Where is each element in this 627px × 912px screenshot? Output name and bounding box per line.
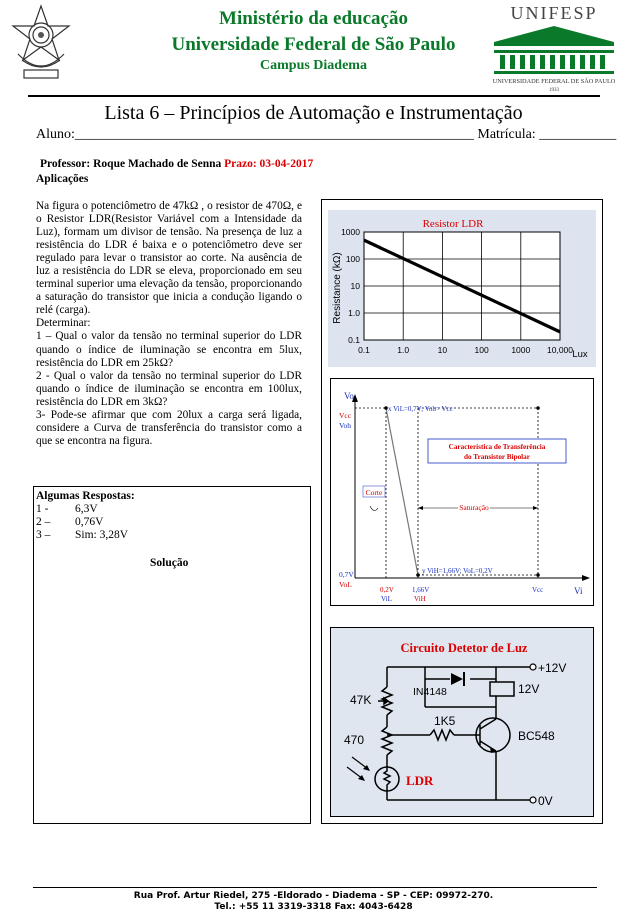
resistor-470-label: 470: [344, 733, 365, 747]
header-university: Universidade Federal de São Paulo: [171, 34, 456, 55]
07v-tick-label: 0,7V: [339, 570, 354, 579]
voh-tick-label: Voh: [339, 421, 351, 430]
ldr-x-tick-label: 0.1: [358, 345, 370, 355]
vcc-tick-label: Vcc: [339, 411, 352, 420]
ldr-chart-title: Resistor LDR: [422, 218, 484, 230]
header-ministry: Ministério da educação: [219, 8, 408, 29]
ldr-x-tick-label: 10,000: [547, 345, 573, 355]
transfer-title-line1: Característica de Transferência: [448, 443, 546, 451]
166v-tick-label: 1,66V: [412, 586, 430, 594]
determine-label: Determinar:: [36, 317, 91, 330]
vi-axis-label: Vi: [574, 586, 583, 596]
transistor-label: BC548: [518, 729, 555, 743]
ldr-y-axis-label: Resistance (kΩ): [332, 252, 343, 324]
ldr-x-tick-label: 1000: [511, 345, 531, 355]
question-1: 1 – Qual o valor da tensão no terminal superior do LDR quando o índice de iluminação se encontra em 5lux, resistência do LDR em 25kΩ?: [36, 330, 302, 369]
header-divider: [28, 95, 600, 97]
deadline: Prazo: 03-04-2017: [224, 158, 314, 170]
document-title: Lista 6 – Princípios de Automação e Instrumentação: [104, 102, 523, 124]
answer-value: Sim: 3,28V: [75, 529, 129, 541]
point-y-label: y ViH=1,66V; VoL=0,2V: [422, 567, 493, 575]
diode-label: IN4148: [413, 686, 447, 698]
problem-text: [36, 200, 302, 448]
relay-label: 12V: [518, 682, 540, 696]
answer-value: 0,76V: [75, 516, 104, 528]
question-3: 3- Pode-se afirmar que com 20lux a carga será ligada, considere a Curva de transferência do transistor como a que se encontra na figura.: [36, 408, 302, 447]
transfer-title-line2: do Transistor Bipolar: [464, 453, 530, 461]
vil-tick-label: ViL: [381, 595, 392, 603]
header-campus: Campus Diadema: [260, 58, 367, 73]
vplus-label: +12V: [538, 661, 567, 675]
pot-label: 47K: [350, 693, 372, 707]
02v-tick-label: 0,2V: [380, 586, 394, 594]
vol-tick-label: VoL: [339, 580, 352, 589]
student-field-line: Aluno:_________________________________________________________ Matrícula: ___________: [36, 127, 617, 142]
transfer-characteristic-chart: [330, 378, 594, 606]
professor-name: Professor: Roque Machado de Senna: [40, 158, 222, 170]
ldr-resistance-chart: [328, 210, 596, 367]
circuit-title: Circuito Detetor de Luz: [400, 641, 528, 655]
ldr-x-tick-label: 100: [474, 345, 489, 355]
answer-number: 2 –: [36, 516, 51, 528]
region-corte: Corte: [365, 488, 383, 497]
ldr-x-axis-label: Lux: [572, 349, 588, 360]
ldr-y-tick-label: 1000: [341, 227, 360, 237]
ldr-y-tick-label: 0.1: [348, 335, 360, 345]
light-detector-circuit: [330, 627, 594, 817]
footer-divider: [33, 887, 597, 888]
point-x-label: x ViL=0,7V; Voh= Vcc: [388, 405, 453, 413]
professor-line: [40, 158, 313, 170]
footer-address: Rua Prof. Artur Riedel, 275 -Eldorado - Diadema - SP - CEP: 09972-270.: [133, 891, 494, 901]
ldr-y-tick-label: 100: [345, 254, 360, 264]
region-saturacao: Saturação: [459, 503, 489, 512]
section-heading: Aplicações: [36, 173, 89, 185]
vih-tick-label: ViH: [414, 595, 426, 603]
unifesp-logo-subtitle: UNIVERSIDADE FEDERAL DE SÃO PAULO: [492, 78, 616, 85]
intro-paragraph: Na figura o potenciômetro de 47kΩ , o resistor de 470Ω, e o Resistor LDR(Resistor Variável com a Intensidade da Luz), formam um divisor de tensão. Na presença de luz a resistência do LDR é baixa e o potenciômetro deve ser regulado para levar o transistor ao corte. Na ausência de luz a resistência do LDR se eleva, proporcionado em seu terminal superior uma elevação da tensão, proporcionando a saturação do transistor que inicia a condução ligando o relé (carga).: [36, 200, 302, 317]
ldr-y-tick-label: 1.0: [348, 308, 360, 318]
ldr-label: LDR: [406, 773, 434, 788]
ground-label: 0V: [538, 794, 553, 808]
ldr-y-tick-label: 10: [350, 281, 360, 291]
footer-phone: Tel.: +55 11 3319-3318 Fax: 4043-6428: [214, 902, 413, 912]
question-2: 2 - Qual o valor da tensão no terminal superior do LDR quando o índice de iluminação se encontra em 100lux, resistência do LDR em 3kΩ?: [36, 369, 302, 408]
answer-number: 3 –: [36, 529, 51, 541]
ldr-x-tick-label: 1.0: [397, 345, 410, 355]
unifesp-logo: [486, 2, 622, 92]
answer-number: 1 -: [36, 503, 49, 515]
ldr-x-tick-label: 10: [437, 345, 448, 355]
base-resistor-label: 1K5: [434, 714, 456, 728]
unifesp-logo-year: 1933: [549, 88, 559, 92]
answers-title: Algumas Respostas:: [36, 490, 135, 502]
solution-label: Solução: [150, 557, 189, 569]
answer-value: 6,3V: [75, 503, 98, 515]
vcc-x-tick-label: Vcc: [532, 586, 544, 594]
vo-axis-label: Vo: [344, 391, 354, 401]
unifesp-logo-text: UNIFESP: [510, 3, 598, 23]
